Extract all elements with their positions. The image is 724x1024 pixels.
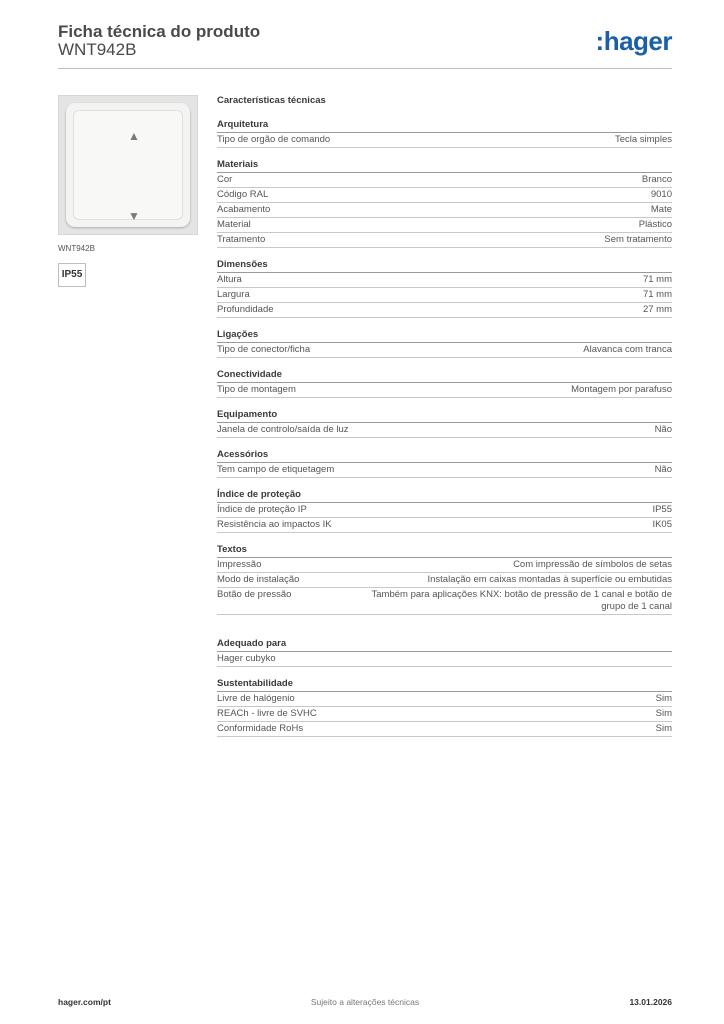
spec-row [217, 133, 672, 148]
page-footer [58, 997, 672, 1009]
spec-value: Montagem por parafuso [571, 384, 672, 395]
spec-section-indice-protecao [217, 489, 672, 533]
spec-row [217, 203, 672, 218]
spec-section-dimensoes [217, 259, 672, 318]
spec-value: Tecla simples [614, 134, 672, 145]
technical-specifications [217, 95, 672, 748]
spec-section-adequado-para [217, 638, 672, 667]
spec-row [217, 692, 672, 707]
spec-value: Plástico [638, 219, 672, 230]
arrow-up-icon: ▲ [128, 129, 140, 143]
spec-section-textos [217, 544, 672, 615]
footer-date: 13.01.2026 [629, 997, 672, 1007]
document-title: Ficha técnica do produto [58, 22, 261, 41]
spec-value: Também para aplicações KNX: botão de pressão de 1 canal e botão de grupo de 1 canal [371, 589, 672, 612]
spec-value: 71 mm [642, 274, 672, 285]
section-title: Acessórios [217, 449, 672, 463]
section-title: Arquitetura [217, 119, 672, 133]
website-link[interactable]: hager.com/pt [58, 997, 111, 1007]
image-caption: WNT942B [58, 244, 95, 253]
hager-logo: :hager [595, 26, 672, 56]
spec-value: Não [654, 424, 672, 435]
spec-section-arquitetura [217, 119, 672, 148]
spec-row [217, 423, 672, 438]
footer-notice: Sujeito a alterações técnicas [310, 997, 420, 1007]
spec-row [217, 588, 672, 615]
spec-value: Não [654, 464, 672, 475]
section-title: Conectividade [217, 369, 672, 383]
spec-row [217, 233, 672, 248]
product-image [58, 95, 198, 235]
section-title: Sustentabilidade [217, 678, 672, 692]
spec-label: Índice de proteção IP [217, 504, 307, 515]
spec-row [217, 303, 672, 318]
spec-value: Alavanca com tranca [583, 344, 672, 355]
spec-value: IK05 [652, 519, 672, 530]
switch-plate [66, 103, 190, 227]
spec-value: 27 mm [642, 304, 672, 315]
spec-section-acessorios [217, 449, 672, 478]
spec-value: Mate [650, 204, 672, 215]
spec-section-ligacoes [217, 329, 672, 358]
section-title: Índice de proteção [217, 489, 672, 503]
product-reference: WNT942B [58, 40, 137, 59]
spec-label: Botão de pressão [217, 589, 292, 600]
spec-label: Código RAL [217, 189, 269, 200]
spec-label: Tipo de orgão de comando [217, 134, 331, 145]
section-title: Materiais [217, 159, 672, 173]
spec-value: Sim [655, 723, 672, 734]
spec-row [217, 558, 672, 573]
spec-label: Modo de instalação [217, 574, 300, 585]
spec-value: 71 mm [642, 289, 672, 300]
spec-row [217, 273, 672, 288]
spec-value: Instalação em caixas montadas à superfície ou embutidas [427, 574, 672, 585]
section-title: Textos [217, 544, 672, 558]
spec-row [217, 383, 672, 398]
spec-label: Janela de controlo/saída de luz [217, 424, 349, 435]
spec-label: Tem campo de etiquetagem [217, 464, 335, 475]
spec-label: Acabamento [217, 204, 271, 215]
spec-value: Sem tratamento [604, 234, 672, 245]
section-title: Dimensões [217, 259, 672, 273]
spec-value: 9010 [650, 189, 672, 200]
spec-section-conectividade [217, 369, 672, 398]
spec-label: Altura [217, 274, 242, 285]
spec-label: Conformidade RoHs [217, 723, 304, 734]
spec-row [217, 722, 672, 737]
ip-rating-badge: IP55 [58, 263, 86, 287]
spec-section-equipamento [217, 409, 672, 438]
spec-row [217, 573, 672, 588]
spec-row [217, 288, 672, 303]
spec-value: Sim [655, 708, 672, 719]
spec-label: Impressão [217, 559, 262, 570]
spec-section-materiais [217, 159, 672, 248]
page-header [58, 20, 672, 68]
spec-row [217, 188, 672, 203]
section-spacer [217, 626, 672, 638]
spec-value: IP55 [652, 504, 672, 515]
specs-heading: Características técnicas [217, 95, 326, 106]
spec-row [217, 707, 672, 722]
spec-row [217, 463, 672, 478]
spec-value: Branco [641, 174, 672, 185]
spec-row [217, 518, 672, 533]
spec-row [217, 173, 672, 188]
header-divider [58, 68, 672, 69]
spec-label: Profundidade [217, 304, 274, 315]
section-title: Adequado para [217, 638, 672, 652]
spec-label: Cor [217, 174, 233, 185]
spec-label: Material [217, 219, 251, 230]
spec-label: Resistência ao impactos IK [217, 519, 332, 530]
spec-row [217, 218, 672, 233]
section-title: Ligações [217, 329, 672, 343]
spec-label: Livre de halógenio [217, 693, 295, 704]
spec-label: Largura [217, 289, 250, 300]
section-title: Equipamento [217, 409, 672, 423]
spec-label: REACh - livre de SVHC [217, 708, 317, 719]
arrow-down-icon: ▼ [128, 209, 140, 223]
spec-row [217, 343, 672, 358]
spec-value: Sim [655, 693, 672, 704]
spec-row [217, 652, 672, 667]
switch-rocker [73, 110, 183, 223]
spec-label: Hager cubyko [217, 653, 276, 664]
spec-section-sustentabilidade [217, 678, 672, 737]
spec-label: Tipo de montagem [217, 384, 296, 395]
spec-label: Tipo de conector/ficha [217, 344, 311, 355]
spec-value: Com impressão de símbolos de setas [513, 559, 672, 570]
spec-label: Tratamento [217, 234, 266, 245]
spec-row [217, 503, 672, 518]
